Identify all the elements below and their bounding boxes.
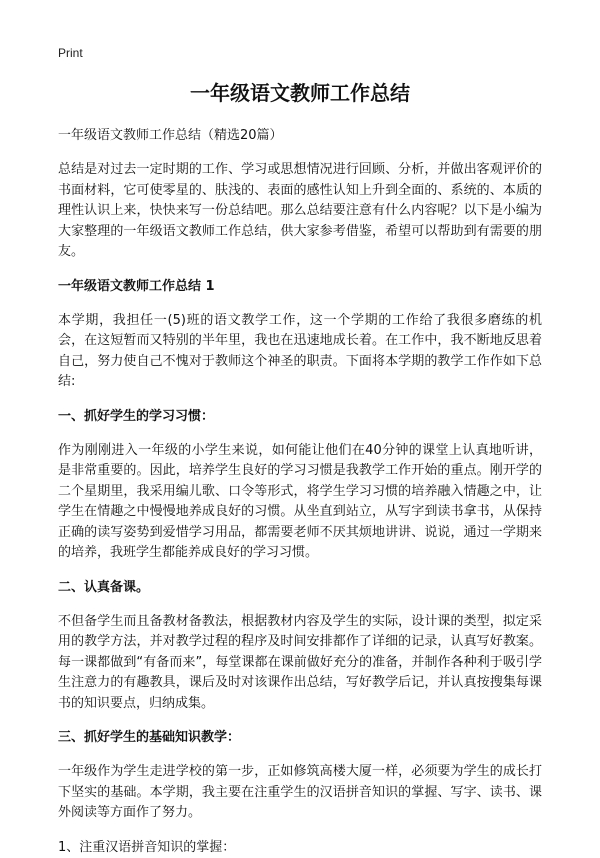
document-subtitle: 一年级语文教师工作总结（精选20篇）: [58, 128, 283, 143]
heading-basic-knowledge: 三、抓好学生的基础知识教学：: [58, 730, 241, 745]
section1-paragraph: 本学期，我担任一(5)班的语文教学工作，这一个学期的工作给了我很多磨练的机会，在这短暂而又特别的半年里，我也在迅速地成长着。在工作中，我不断地反思着自己，努力使自己不愧对于教师这个神圣的职责。下面将本学期的教学工作作如下总结:: [58, 312, 542, 389]
section1-heading: 一年级语文教师工作总结 1: [58, 278, 215, 294]
list-item-pinyin: 1、注重汉语拼音知识的掌握：: [58, 839, 236, 855]
heading-study-habits: 一、抓好学生的学习习惯：: [58, 408, 215, 424]
heading-lesson-prep: 二、认真备课。: [58, 579, 150, 595]
paragraph-basic-knowledge: 一年级作为学生走进学校的第一步，正如修筑高楼大厦一样，必须要为学生的成长打下坚实的基础。本学期，我主要在注重学生的汉语拼音知识的掌握、写字、读书、课外阅读等方面作了努力。: [58, 764, 542, 820]
intro-paragraph: 总结是对过去一定时期的工作、学习或思想情况进行回顾、分析，并做出客观评价的书面材料，它可使零星的、肤浅的、表面的感性认知上升到全面的、系统的、本质的理性认识上来，快快来写一份总结吧。那么总结要注意有什么内容呢？以下是小编为大家整理的一年级语文教师工作总结，供大家参考借鉴，希望可以帮助到有需要的朋友。: [58, 162, 542, 259]
paragraph-study-habits: 作为刚刚进入一年级的小学生来说，如何能让他们在40分钟的课堂上认真地听讲，是非常重要的。因此，培养学生良好的学习习惯是我教学工作开始的重点。刚开学的二个星期里，我采用编儿歌、口令等形式，将学生学习习惯的培养融入情趣之中，让学生在情趣之中慢慢地养成良好的习惯。从坐直到站立，从写字到读书拿书，从保持正确的读写姿势到爱惜学习用品，都需要老师不厌其烦地讲讲、说说，通过一学期来的培养，我班学生都能养成良好的学习习惯。: [58, 442, 542, 560]
paragraph-lesson-prep: 不但备学生而且备教材备教法，根据教材内容及学生的实际，设计课的类型，拟定采用的教学方法，并对教学过程的程序及时间安排都作了详细的记录，认真写好教案。每一课都做到“有备而来”，每堂课都在课前做好充分的准备，并制作各种利于吸引学生注意力的有趣教具，课后及时对该课作出总结，写好教学后记，并认真按搜集每课书的知识要点，归纳成集。: [58, 613, 542, 711]
document-title: 一年级语文教师工作总结: [190, 81, 410, 105]
print-link[interactable]: Print: [58, 46, 83, 60]
